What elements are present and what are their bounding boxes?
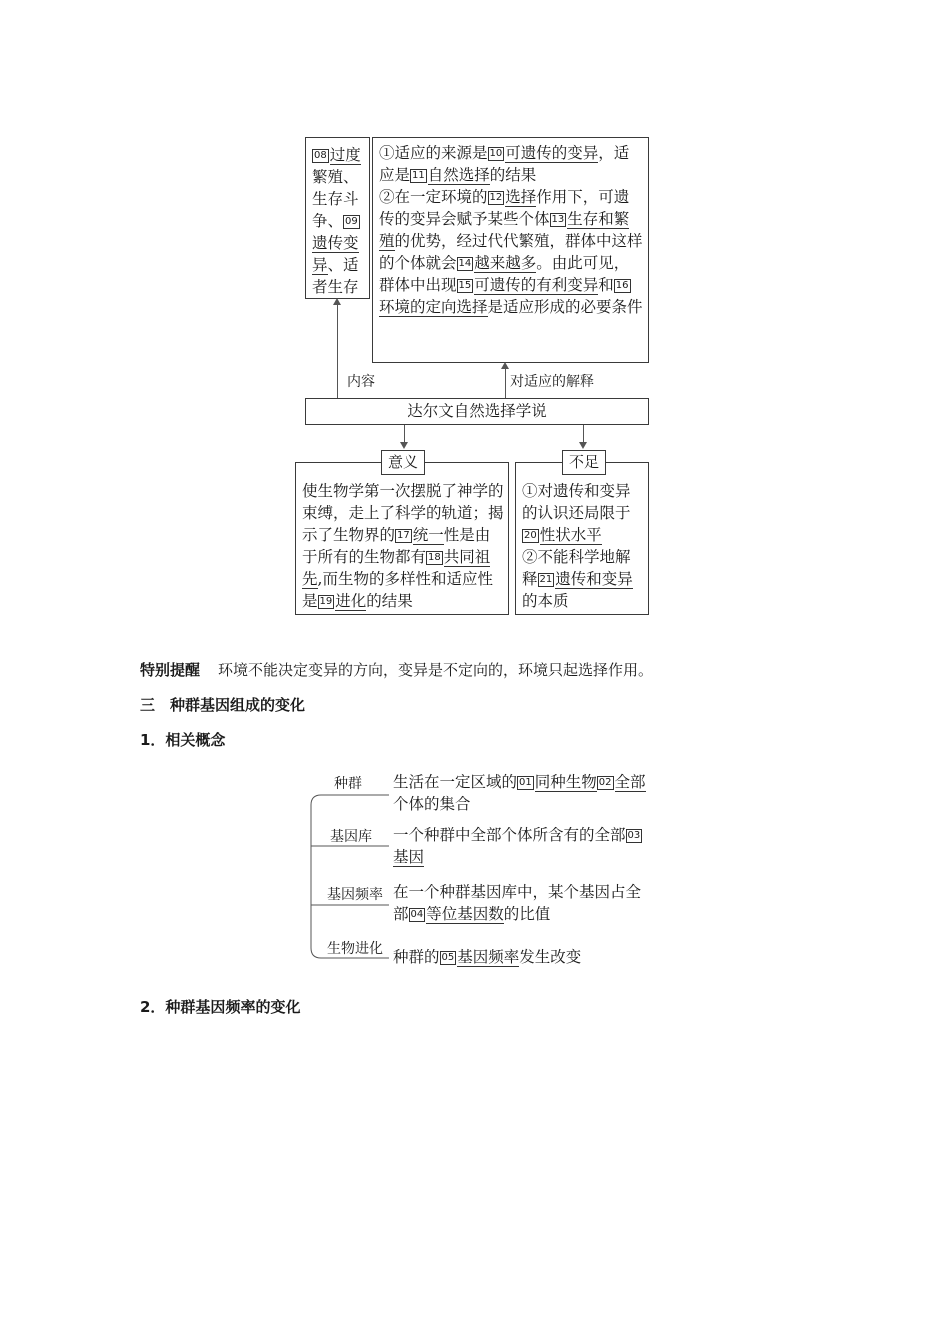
answer: 可遗传的有利变异 [474, 276, 599, 294]
blank-number: 15 [458, 280, 472, 291]
reminder-text: 环境不能决定变异的方向，变异是不定向的，环境只起选择作用。 [218, 661, 654, 679]
answer: 过度 [329, 146, 361, 164]
blank-number: 04 [410, 909, 424, 920]
blank-number: 05 [441, 952, 455, 963]
concept-name-evolution: 生物进化 [327, 941, 383, 957]
blank-number: 08 [314, 150, 327, 161]
reminder-label: 特别提醒 [140, 661, 201, 679]
content-box [305, 137, 370, 299]
arrow-down-icon [579, 442, 587, 449]
answer: 环境的定向选择 [379, 298, 488, 316]
connector-line [505, 368, 506, 398]
shortage-title: 不足 [562, 450, 606, 475]
label-explain: 对适应的解释 [510, 374, 594, 390]
arrow-up-icon [333, 298, 341, 305]
answer: 共同祖先 [302, 548, 491, 588]
adaptation-point-2: ②在一定环境的 12 选择作用下，可遗传的变异会赋予某些个体 13 生存和繁殖的优势，经过代代繁殖，群体中这样的个体就会 14 越来越多。由此可见，群体中出现 15 可遗传的有利变异和 16环境的定向选择是适应形成的必要条件 [379, 188, 643, 316]
blank-number: 16 [615, 280, 629, 291]
blank-number: 18 [428, 552, 441, 563]
subsection-related-concepts: 1．相关概念 [140, 731, 226, 749]
answer: 基因频率 [457, 948, 520, 966]
label-content: 内容 [347, 374, 375, 390]
concept-name-population: 种群 [334, 776, 362, 792]
meaning-box: 使生物学第一次摆脱了神学的束缚，走上了科学的轨道；揭示了生物界的 17 统一性是由于所有的生物都有 18 共同祖先,而生物的多样性和适应性是 19 进化的结果 [295, 462, 509, 615]
arrow-up-icon [501, 362, 509, 369]
answer: 等位基因数 [426, 905, 504, 923]
blank-number: 03 [627, 830, 641, 841]
answer: 越来越多 [474, 254, 537, 272]
connector-line [583, 425, 584, 443]
answer: 统一 [412, 526, 444, 544]
darwin-theory-title: 达尔文自然选择学说 [305, 398, 649, 425]
adaptation-point-1: ①适应的来源是 10 可遗传的变异，适应是 11 自然选择的结果 [379, 144, 630, 184]
answer: 生存和繁殖 [379, 210, 630, 250]
concept-name-gene-frequency: 基因频率 [327, 887, 383, 903]
answer: 性状水平 [539, 526, 602, 544]
blank-number: 11 [412, 170, 425, 181]
blank-number: 19 [319, 596, 333, 607]
answer: 遗传和变异 [555, 570, 633, 588]
blank-number: 17 [397, 530, 410, 541]
connector-line [337, 304, 338, 398]
subsection-gene-frequency-change: 2．种群基因频率的变化 [140, 998, 301, 1016]
concept-def-population: 生活在一定区域的 01 同种生物 02 全部个体的集合 [393, 773, 646, 813]
blank-number: 14 [458, 258, 472, 269]
adaptation-explanation-box [372, 137, 649, 363]
shortage-box: ①对遗传和变异的认识还局限于20 性状水平 ②不能科学地解释 21 遗传和变异的本质 [515, 462, 649, 615]
blank-number: 12 [489, 192, 503, 203]
blank-number: 02 [598, 777, 612, 788]
concept-def-gene-pool: 一个种群中全部个体所含有的全部 03基因 [393, 826, 641, 866]
connector-line [404, 425, 405, 443]
blank-number: 01 [519, 777, 532, 788]
blank-number: 09 [345, 216, 358, 227]
section-title: 三 种群基因组成的变化 [140, 696, 306, 714]
arrow-down-icon [400, 442, 408, 449]
blank-number: 10 [489, 148, 503, 159]
answer: 全部 [614, 773, 646, 791]
reminder [140, 659, 653, 681]
meaning-title: 意义 [381, 450, 425, 475]
answer: 遗传变异 [312, 234, 359, 274]
blank-number: 13 [551, 214, 565, 225]
answer: 可遗传的变异 [505, 144, 599, 162]
text: 、适者生存 [312, 256, 359, 296]
blank-number: 20 [524, 530, 537, 541]
concept-def-gene-frequency: 在一个种群基因库中，某个基因占全部 04 等位基因数的比值 [393, 883, 642, 923]
text: 繁殖、生存斗争、 [312, 168, 359, 230]
concept-tree [309, 770, 669, 970]
answer: 选择 [505, 188, 537, 206]
answer: 进化 [335, 592, 367, 610]
concept-name-gene-pool: 基因库 [330, 829, 372, 845]
answer: 自然选择 [427, 166, 490, 184]
answer: 基因 [393, 848, 425, 866]
blank-number: 21 [539, 574, 553, 585]
concept-def-evolution: 种群的 05 基因频率发生改变 [393, 948, 582, 966]
answer: 同种生物 [534, 773, 597, 791]
